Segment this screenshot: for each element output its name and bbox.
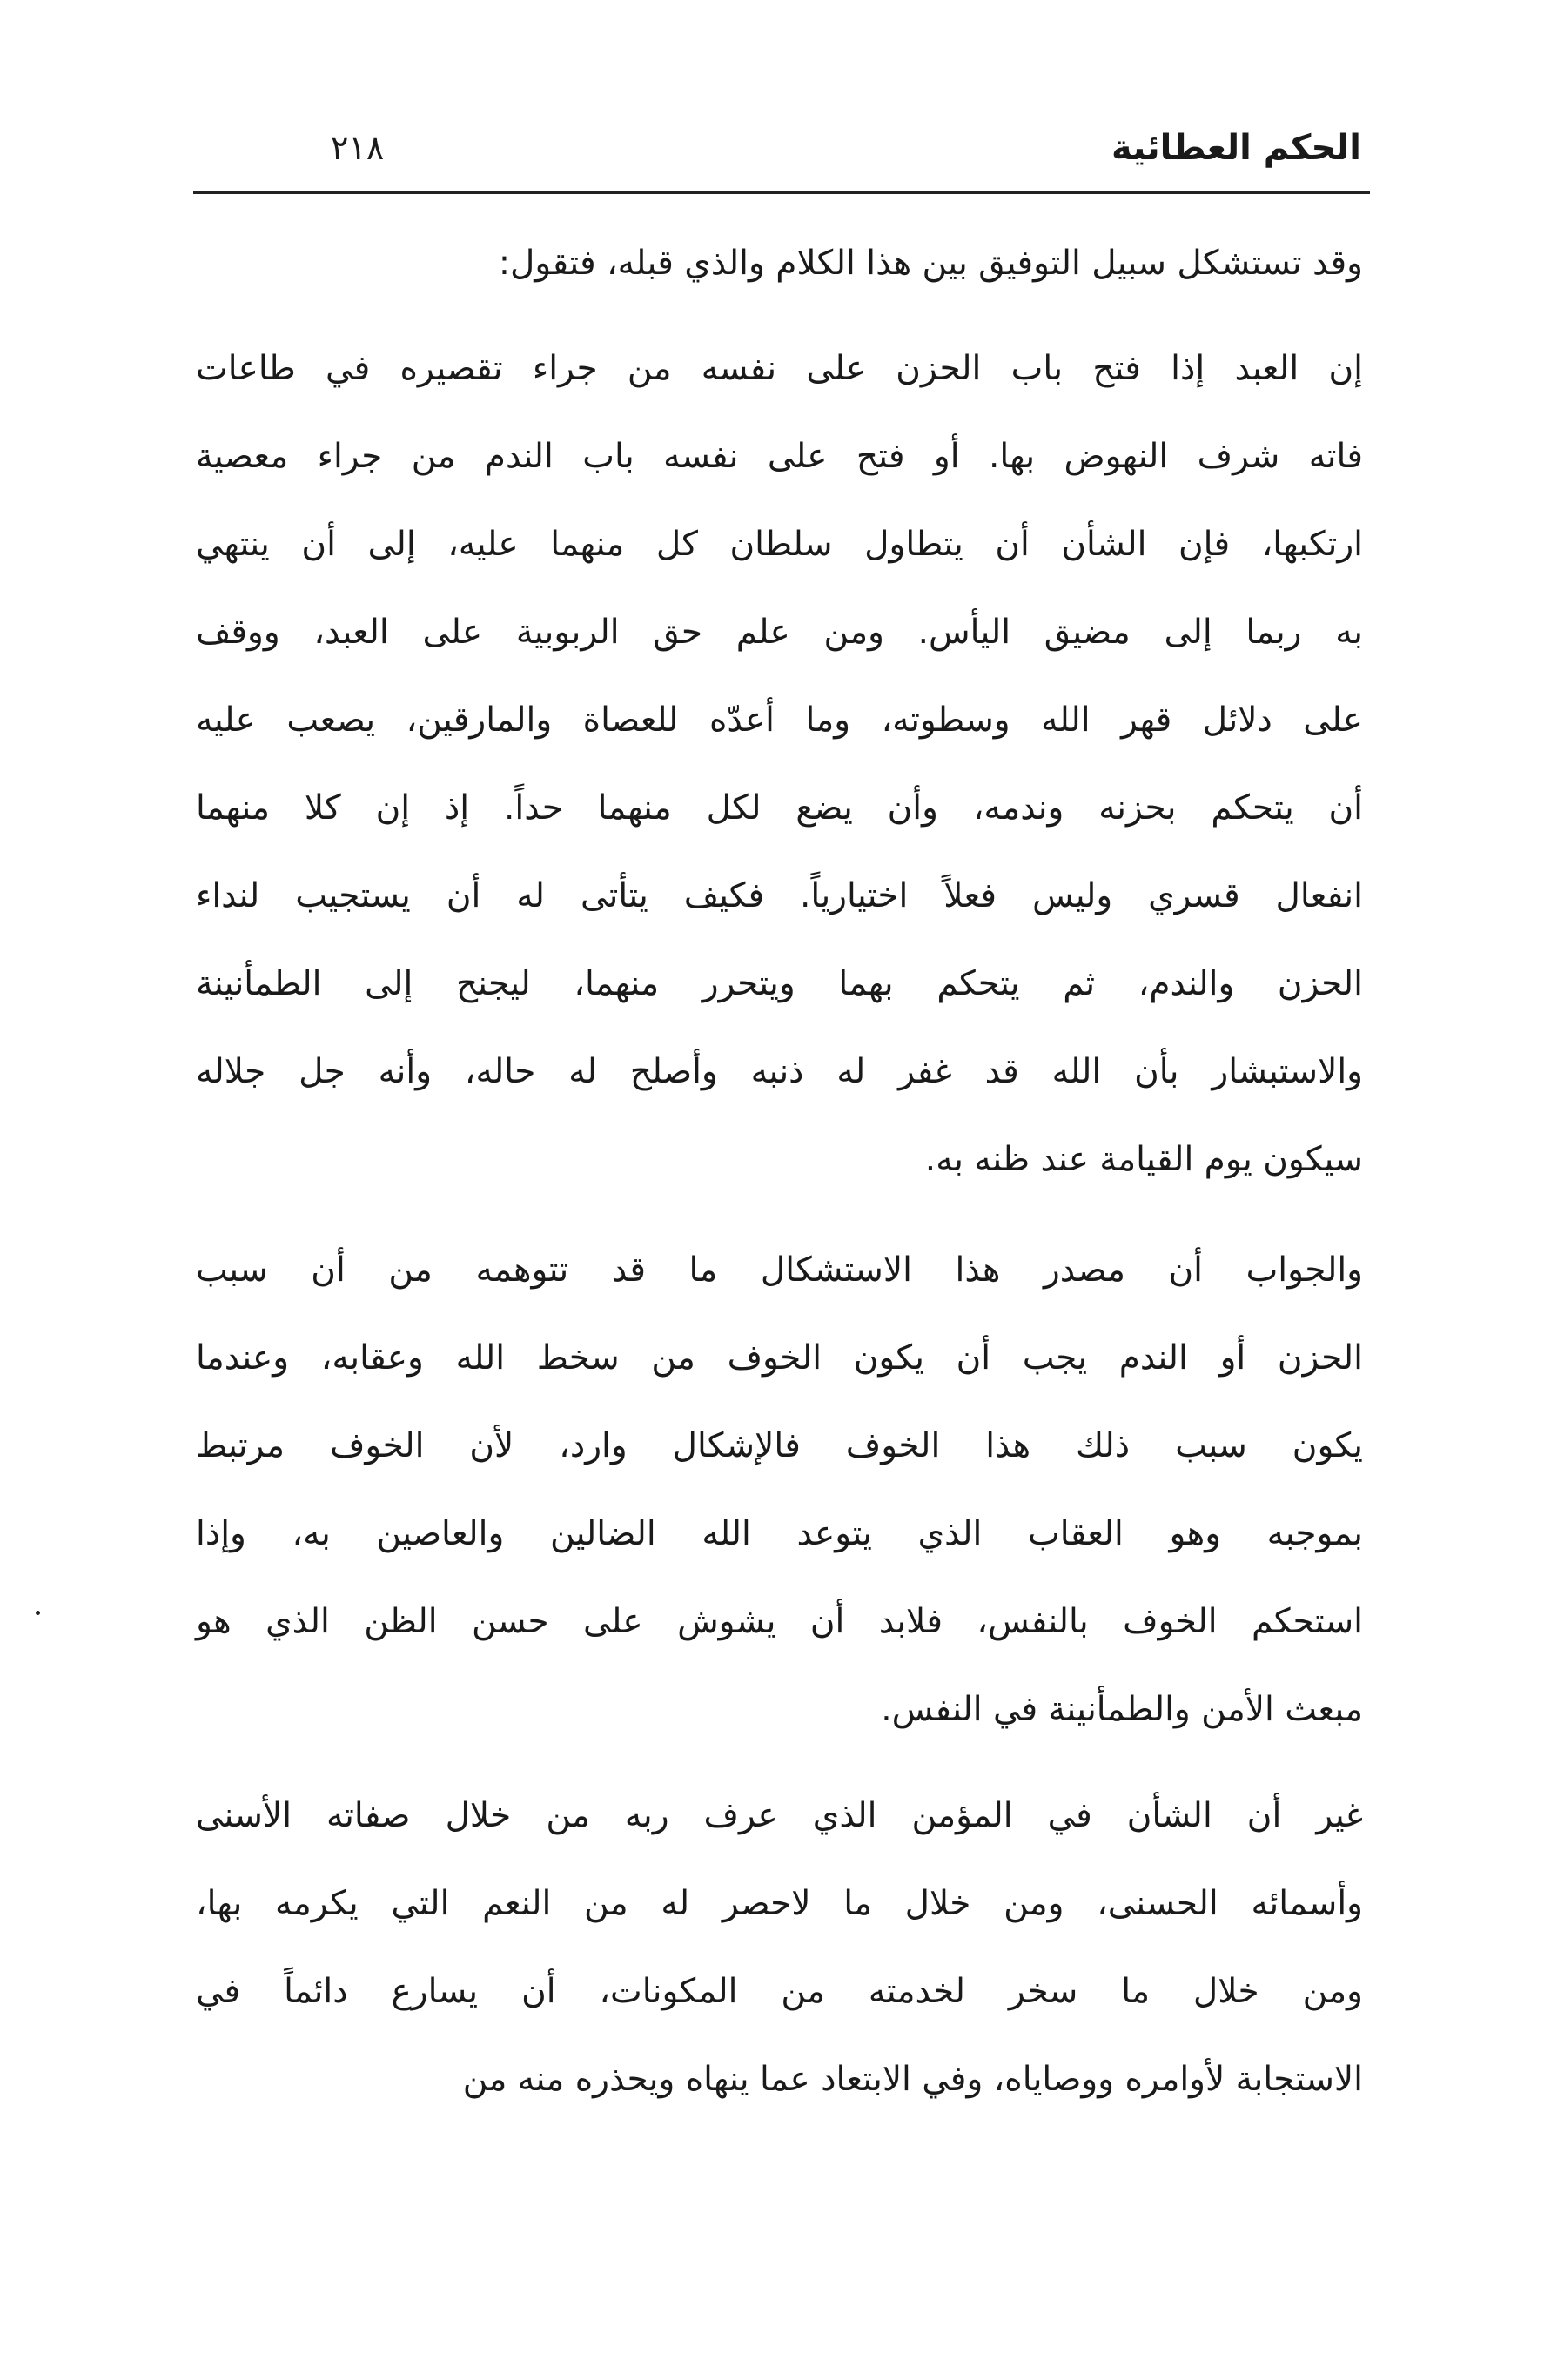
answer-paragraph: [196, 1226, 1363, 1753]
text-line: الحزن والندم، ثم يتحكم بهما ويتحرر منهما، ليجنح إلى الطمأنينة: [196, 964, 1363, 1003]
text-line: يكون سبب ذلك هذا الخوف فالإشكال وارد، لأن الخوف مرتبط: [196, 1426, 1363, 1465]
text-line: وقد تستشكل سبيل التوفيق بين هذا الكلام والذي قبله، فتقول:: [498, 244, 1363, 283]
text-line: انفعال قسري وليس فعلاً اختيارياً. فكيف يتأتى له أن يستجيب لنداء: [196, 876, 1363, 915]
text-line: على دلائل قهر الله وسطوته، وما أعدّه للعصاة والمارقين، يصعب عليه: [196, 701, 1363, 740]
text-line: ارتكبها، فإن الشأن أن يتطاول سلطان كل منهما عليه، إلى أن ينتهي: [196, 525, 1363, 564]
continuation-paragraph: [196, 1772, 1363, 2123]
text-line: والجواب أن مصدر هذا الاستشكال ما قد تتوهمه من أن سبب: [196, 1250, 1363, 1290]
text-line: ومن خلال ما سخر لخدمته من المكونات، أن يسارع دائماً في: [196, 1972, 1363, 2011]
header-rule: [193, 191, 1370, 194]
text-line: الاستجابة لأوامره ووصاياه، وفي الابتعاد عما ينهاه ويحذره منه من: [462, 2060, 1363, 2099]
text-line: استحكم الخوف بالنفس، فلابد أن يشوش على حسن الظن الذي هو: [196, 1602, 1363, 1641]
running-title: الحكم العطائية: [1111, 128, 1361, 168]
text-line: الحزن أو الندم يجب أن يكون الخوف من سخط الله وعقابه، وعندما: [196, 1338, 1363, 1378]
text-line: غير أن الشأن في المؤمن الذي عرف ربه من خلال صفاته الأسنى: [196, 1796, 1363, 1835]
scan-speck: [36, 1611, 40, 1615]
text-line: به ربما إلى مضيق اليأس. ومن علم حق الربوبية على العبد، ووقف: [196, 613, 1363, 652]
text-line: أن يتحكم بحزنه وندمه، وأن يضع لكل منهما حداً. إذ إن كلا منهما: [196, 788, 1363, 828]
text-line: بموجبه وهو العقاب الذي يتوعد الله الضالين والعاصين به، وإذا: [196, 1514, 1363, 1553]
intro-question-paragraph: [196, 219, 1363, 307]
text-line: إن العبد إذا فتح باب الحزن على نفسه من جراء تقصيره في طاعات: [196, 349, 1363, 388]
text-line: وأسمائه الحسنى، ومن خلال ما لاحصر له من النعم التي يكرمه بها،: [196, 1884, 1363, 1923]
text-line: فاته شرف النهوض بها. أو فتح على نفسه باب الندم من جراء معصية: [196, 437, 1363, 476]
objection-paragraph: [196, 325, 1363, 1203]
text-line: سيكون يوم القيامة عند ظنه به.: [924, 1140, 1363, 1179]
text-line: والاستبشار بأن الله قد غفر له ذنبه وأصلح له حاله، وأنه جل جلاله: [196, 1052, 1363, 1091]
text-line: مبعث الأمن والطمأنينة في النفس.: [881, 1690, 1363, 1729]
page-number: ٢١٨: [331, 129, 385, 167]
